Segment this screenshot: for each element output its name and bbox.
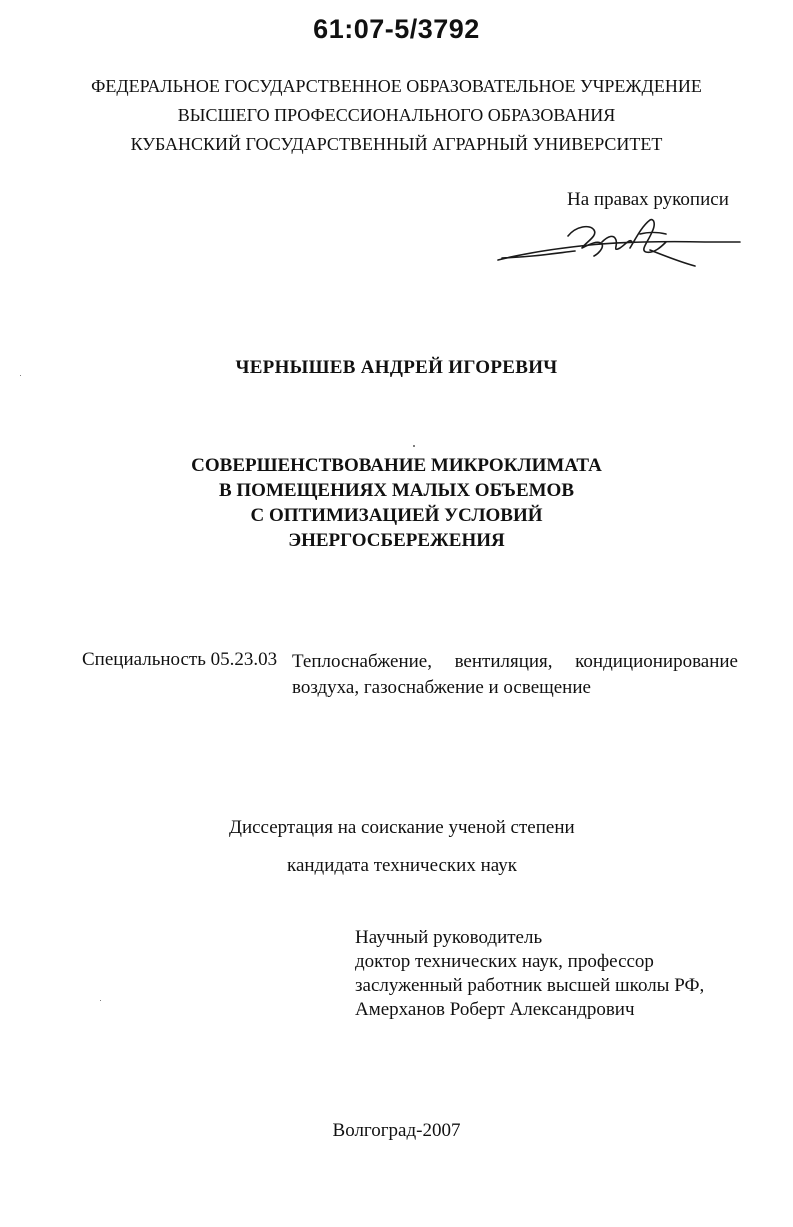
author-name: ЧЕРНЫШЕВ АНДРЕЙ ИГОРЕВИЧ bbox=[235, 357, 558, 378]
institution-header bbox=[0, 72, 793, 159]
institution-line: КУБАНСКИЙ ГОСУДАРСТВЕННЫЙ АГРАРНЫЙ УНИВЕРСИТЕТ bbox=[130, 134, 663, 154]
scan-speck bbox=[20, 375, 21, 376]
specialty-description: Теплоснабжение, вентиляция, кондиционирование воздуха, газоснабжение и освещение bbox=[292, 651, 738, 698]
advisor-line: заслуженный работник высшей школы РФ, bbox=[355, 975, 705, 996]
advisor-line: Научный руководитель bbox=[355, 927, 543, 948]
manuscript-rights-note: На правах рукописи bbox=[567, 189, 729, 210]
title-line: С ОПТИМИЗАЦИЕЙ УСЛОВИЙ bbox=[250, 505, 543, 526]
scan-speck bbox=[100, 1000, 101, 1001]
institution-line: ВЫСШЕГО ПРОФЕССИОНАЛЬНОГО ОБРАЗОВАНИЯ bbox=[177, 105, 616, 125]
scientific-advisor bbox=[355, 926, 704, 1022]
advisor-line: Амерханов Роберт Александрович bbox=[355, 999, 635, 1020]
catalog-number: 61:07-5/3792 bbox=[313, 14, 480, 44]
scan-speck bbox=[413, 445, 415, 447]
title-line: СОВЕРШЕНСТВОВАНИЕ МИКРОКЛИМАТА bbox=[191, 455, 602, 476]
city-year: Волгоград-2007 bbox=[332, 1120, 461, 1141]
institution-line: ФЕДЕРАЛЬНОЕ ГОСУДАРСТВЕННОЕ ОБРАЗОВАТЕЛЬНОЕ УЧРЕЖДЕНИЕ bbox=[91, 76, 702, 96]
title-line: ЭНЕРГОСБЕРЕЖЕНИЯ bbox=[288, 530, 505, 551]
author-signature bbox=[490, 212, 745, 274]
title-line: В ПОМЕЩЕНИЯХ МАЛЫХ ОБЪЕМОВ bbox=[218, 480, 575, 501]
dissertation-degree-line: Диссертация на соискание ученой степени bbox=[229, 817, 575, 838]
degree-name: кандидата технических наук bbox=[287, 855, 517, 876]
specialty-label: Специальность 05.23.03 bbox=[82, 649, 278, 670]
advisor-line: доктор технических наук, профессор bbox=[355, 951, 654, 972]
dissertation-title bbox=[0, 453, 793, 553]
